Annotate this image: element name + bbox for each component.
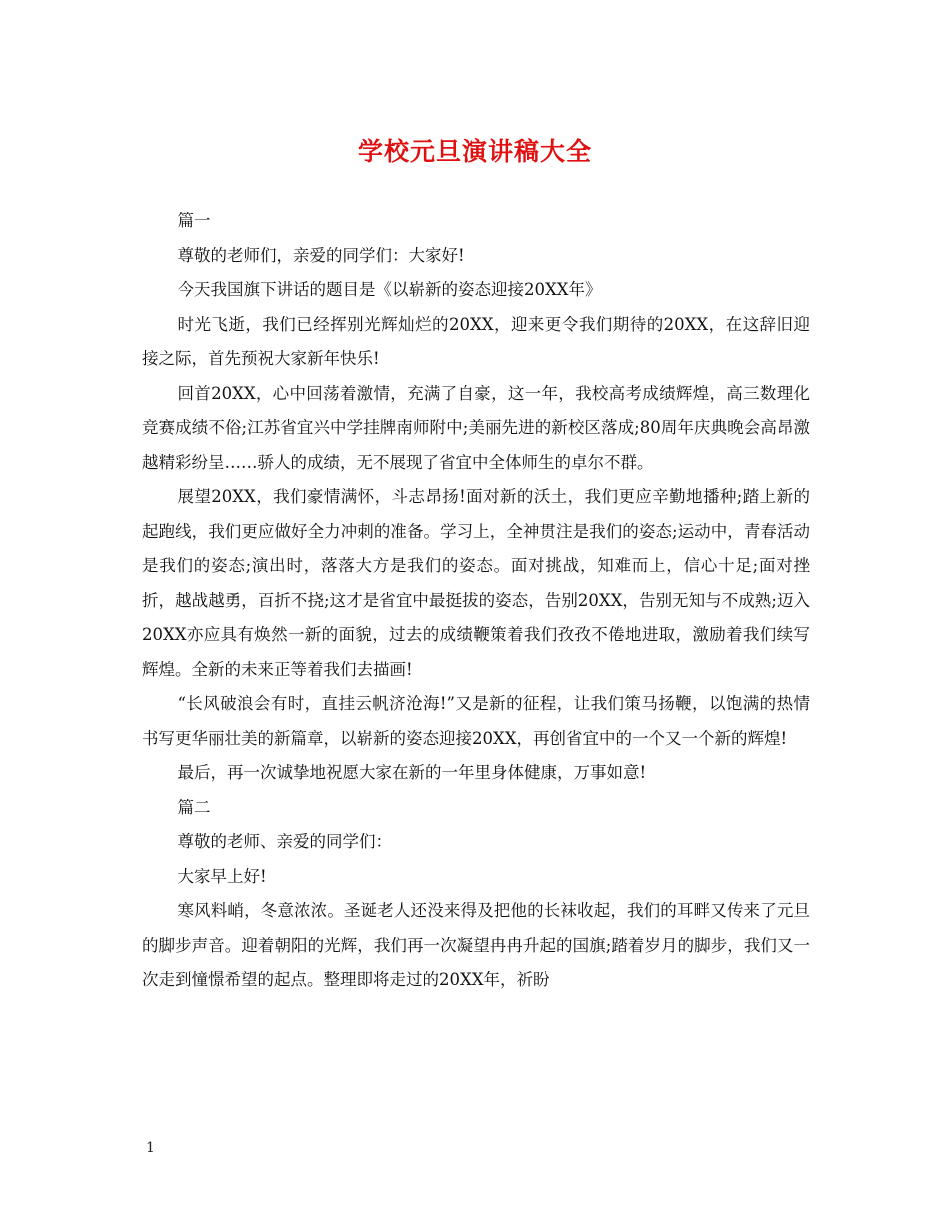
paragraph-look-forward: 展望20XX，我们豪情满怀，斗志昂扬!面对新的沃土，我们更应辛勤地播种;踏上新的起跑线，我们更应做好全力冲刺的准备。学习上，全神贯注是我们的姿态;运动中，青春活动是我们的姿态;演出时，落落大方是我们的姿态。面对挑战，知难而上，信心十足;面对挫折，越战越勇，百折不挠;这才是省宜中最挺拔的姿态，告别20XX，告别无知与不成熟;迈入20XX亦应具有焕然一新的面貌，过去的成绩鞭策着我们孜孜不倦地进取，激励着我们续写辉煌。全新的未来正等着我们去描画! bbox=[142, 487, 810, 679]
paragraph-topic: 今天我国旗下讲话的题目是《以崭新的姿态迎接20XX年》 bbox=[177, 280, 602, 299]
paragraph-closing-wish: 最后，再一次诚挚地祝愿大家在新的一年里身体健康，万事如意! bbox=[177, 763, 647, 782]
document-title: 学校元旦演讲稿大全 bbox=[357, 137, 592, 166]
paragraph-section-2-greeting: 尊敬的老师、亲爱的同学们： bbox=[177, 832, 392, 851]
paragraph-greeting: 尊敬的老师们，亲爱的同学们：大家好! bbox=[177, 245, 465, 265]
paragraph-good-morning: 大家早上好! bbox=[177, 866, 267, 886]
page-number: 1 bbox=[146, 1140, 155, 1156]
paragraph-quote: “长风破浪会有时，直挂云帆济沧海!”又是新的征程，让我们策马扬鞭，以饱满的热情书写更华丽壮美的新篇章，以崭新的姿态迎接20XX，再创省宜中的一个又一个新的辉煌! bbox=[142, 694, 810, 748]
paragraph-winter: 寒风料峭，冬意浓浓。圣诞老人还没来得及把他的长袜收起，我们的耳畔又传来了元旦的脚步声音。迎着朝阳的光辉，我们再一次凝望冉冉升起的国旗;踏着岁月的脚步，我们又一次走到憧憬希望的起点。整理即将走过的20XX年，祈盼 bbox=[142, 901, 810, 989]
paragraph-look-back: 回首20XX，心中回荡着激情，充满了自豪，这一年，我校高考成绩辉煌，高三数理化竞赛成绩不俗;江苏省宜兴中学挂牌南师附中;美丽先进的新校区落成;80周年庆典晚会高昂激越精彩纷呈……骄人的成绩，无不展现了省宜中全体师生的卓尔不群。 bbox=[142, 383, 810, 472]
paragraph-section-2-heading: 篇二 bbox=[177, 797, 211, 817]
document-body bbox=[142, 204, 810, 998]
paragraph-section-1-heading: 篇一 bbox=[177, 211, 211, 230]
paragraph-time-flies: 时光飞逝，我们已经挥别光辉灿烂的20XX，迎来更令我们期待的20XX，在这辞旧迎接之际，首先预祝大家新年快乐! bbox=[142, 314, 810, 368]
